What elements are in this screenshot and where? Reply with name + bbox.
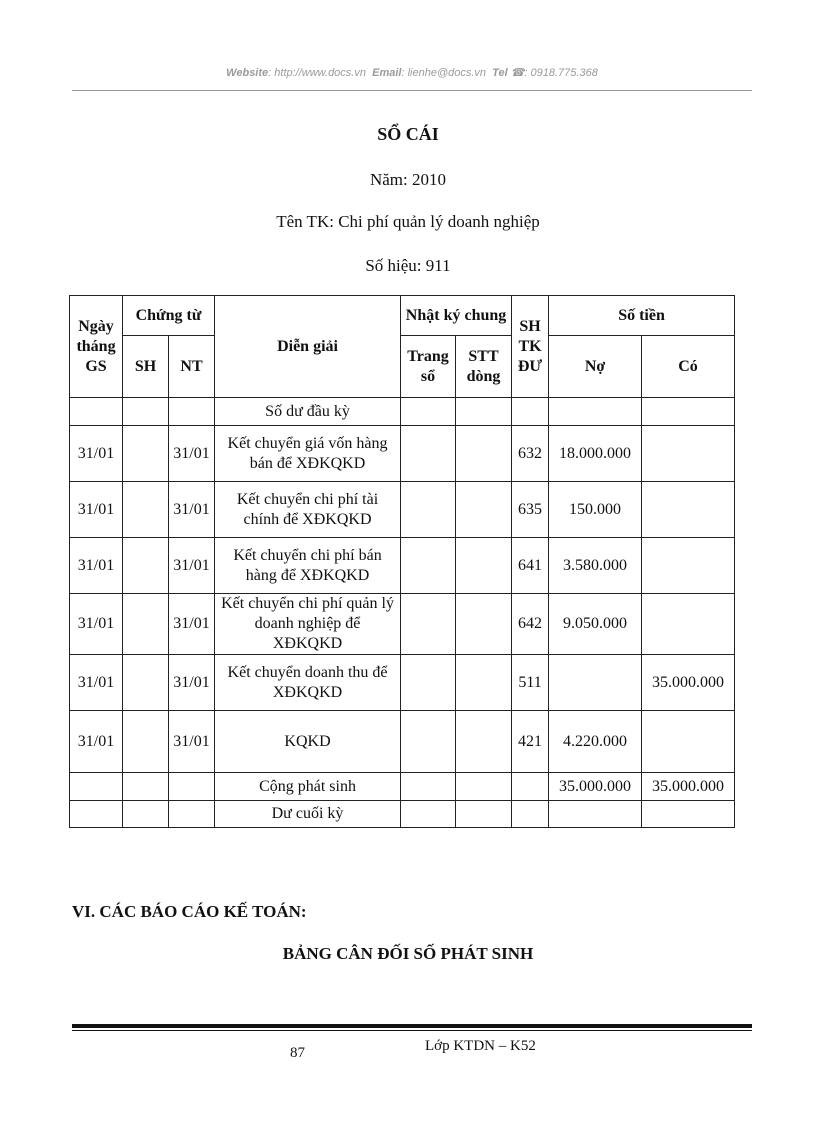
- col-credit-header: Có: [642, 336, 735, 398]
- table-row: 31/01 31/01 KQKD 421 4.220.000: [70, 711, 735, 773]
- total-debit: 35.000.000: [549, 773, 642, 801]
- email-address[interactable]: : lienhe@docs.vn: [401, 67, 487, 79]
- account-number: Số hiệu: 911: [365, 256, 451, 275]
- footer-divider-thick: [72, 1024, 752, 1028]
- col-voucher-date-header: NT: [169, 336, 215, 398]
- phone-icon: ☎: [510, 67, 525, 79]
- col-line-header: STT dòng: [456, 336, 512, 398]
- class-name: Lớp KTDN – K52: [425, 1038, 536, 1054]
- table-row: 31/01 31/01 Kết chuyển doanh thu để XĐKQKD 511 35.000.000: [70, 655, 735, 711]
- total-credit: 35.000.000: [642, 773, 735, 801]
- page-title: SỔ CÁI: [377, 124, 439, 144]
- report-title: BẢNG CÂN ĐỐI SỐ PHÁT SINH: [282, 944, 534, 963]
- table-subheader-row: [70, 336, 735, 398]
- opening-balance-label: Số dư đầu kỳ: [215, 398, 401, 426]
- closing-balance-label: Dư cuối kỳ: [215, 801, 401, 828]
- header-divider: [72, 90, 752, 91]
- account-name: Tên TK: Chi phí quản lý doanh nghiệp: [276, 212, 540, 231]
- footer-divider-thin: [72, 1030, 752, 1031]
- tel-number: : 0918.775.368: [524, 67, 598, 79]
- email-label: Email: [372, 67, 402, 79]
- col-amount-header: Số tiền: [549, 296, 735, 336]
- page-header: [72, 66, 752, 79]
- col-page-header: Trang sổ: [401, 336, 456, 398]
- col-account-header: SH TK ĐƯ: [512, 296, 549, 398]
- website-label: Website: [226, 67, 269, 79]
- total-row: [70, 773, 735, 801]
- total-label: Cộng phát sinh: [215, 773, 401, 801]
- page-number: 87: [290, 1045, 305, 1061]
- col-date-header: Ngày tháng GS: [70, 296, 123, 398]
- website-url[interactable]: : http://www.docs.vn: [268, 67, 366, 79]
- section-title: VI. CÁC BÁO CÁO KẾ TOÁN:: [72, 902, 307, 921]
- table-header-row: [70, 296, 735, 336]
- ledger-year: Năm: 2010: [369, 170, 447, 189]
- table-row: 31/01 31/01 Kết chuyển chi phí quản lý doanh nghiệp để XĐKQKD 642 9.050.000: [70, 594, 735, 655]
- opening-balance-row: [70, 398, 735, 426]
- tel-label: Tel: [492, 67, 508, 79]
- ledger-table: [69, 295, 735, 828]
- table-row: 31/01 31/01 Kết chuyển chi phí tài chính để XĐKQKD 635 150.000: [70, 482, 735, 538]
- col-voucher-header: Chứng từ: [123, 296, 215, 336]
- col-description-header: Diễn giải: [215, 296, 401, 398]
- col-debit-header: Nợ: [549, 336, 642, 398]
- closing-balance-row: [70, 801, 735, 828]
- col-journal-header: Nhật ký chung: [401, 296, 512, 336]
- col-voucher-number-header: SH: [123, 336, 169, 398]
- table-row: 31/01 31/01 Kết chuyển chi phí bán hàng để XĐKQKD 641 3.580.000: [70, 538, 735, 594]
- table-row: 31/01 31/01 Kết chuyển giá vốn hàng bán để XĐKQKD 632 18.000.000: [70, 426, 735, 482]
